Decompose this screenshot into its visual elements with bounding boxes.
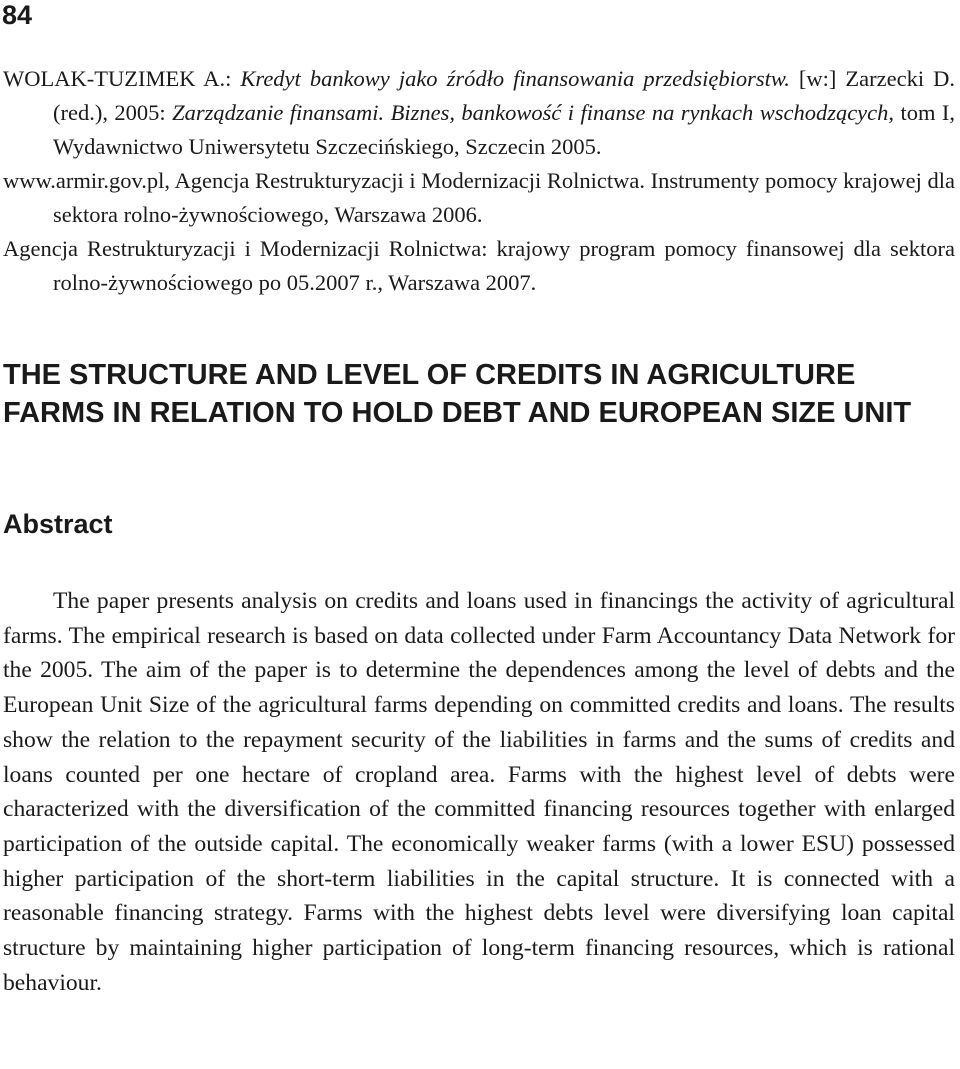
reference-text: Agencja Restrukturyzacji i Modernizacji Rolnictwa: krajowy program pomocy finansowej dla sektora rolno-żywnościowego po 05.2007 r., Warszawa 2007.	[3, 236, 955, 295]
reference-book-title: Zarządzanie finansami. Biznes, bankowość i finanse na rynkach wschodzących,	[172, 100, 895, 125]
article-title: THE STRUCTURE AND LEVEL OF CREDITS IN AGRICULTURE FARMS IN RELATION TO HOLD DEBT AND EUROPEAN SIZE UNIT	[3, 359, 912, 429]
reference-list	[3, 62, 955, 300]
reference-item	[3, 164, 955, 232]
reference-text: www.armir.gov.pl, Agencja Restrukturyzacji i Modernizacji Rolnictwa. Instrumenty pomocy krajowej dla sektora rolno-żywnościowego, Warszawa 2006.	[3, 168, 955, 227]
abstract-text: The paper presents analysis on credits and loans used in financings the activity of agricultural farms. The empirical research is based on data collected under Farm Accountancy Data Network for the 2005. The aim of the paper is to determine the dependences among the level of debts and the European Unit Size of the agricultural farms depending on committed credits and loans. The results show the relation to the repayment security of the liabilities in farms and the sums of credits and loans counted per one hectare of cropland area. Farms with the highest level of debts were characterized with the diversification of the committed financing resources together with enlarged participation of the outside capital. The economically weaker farms (with a lower ESU) possessed higher participation of the short-term liabilities in the capital structure. It is connected with a reasonable financing strategy. Farms with the highest debts level were diversifying loan capital structure by maintaining higher participation of long-term financing resources, which is rational behaviour.	[3, 588, 955, 996]
reference-item	[3, 232, 955, 300]
reference-chapter-title: Kredyt bankowy jako źródło finansowania przedsiębiorstw.	[240, 66, 790, 91]
page-number: 84	[2, 0, 33, 30]
reference-item	[3, 62, 955, 164]
abstract-heading: Abstract	[3, 509, 113, 539]
reference-publisher: tom I, Wydawnictwo Uniwersytetu Szczecińskiego, Szczecin 2005.	[53, 100, 956, 159]
reference-editor: [w:] Zarzecki D. (red.), 2005:	[53, 66, 956, 125]
reference-author: WOLAK-TUZIMEK A.:	[3, 66, 241, 91]
